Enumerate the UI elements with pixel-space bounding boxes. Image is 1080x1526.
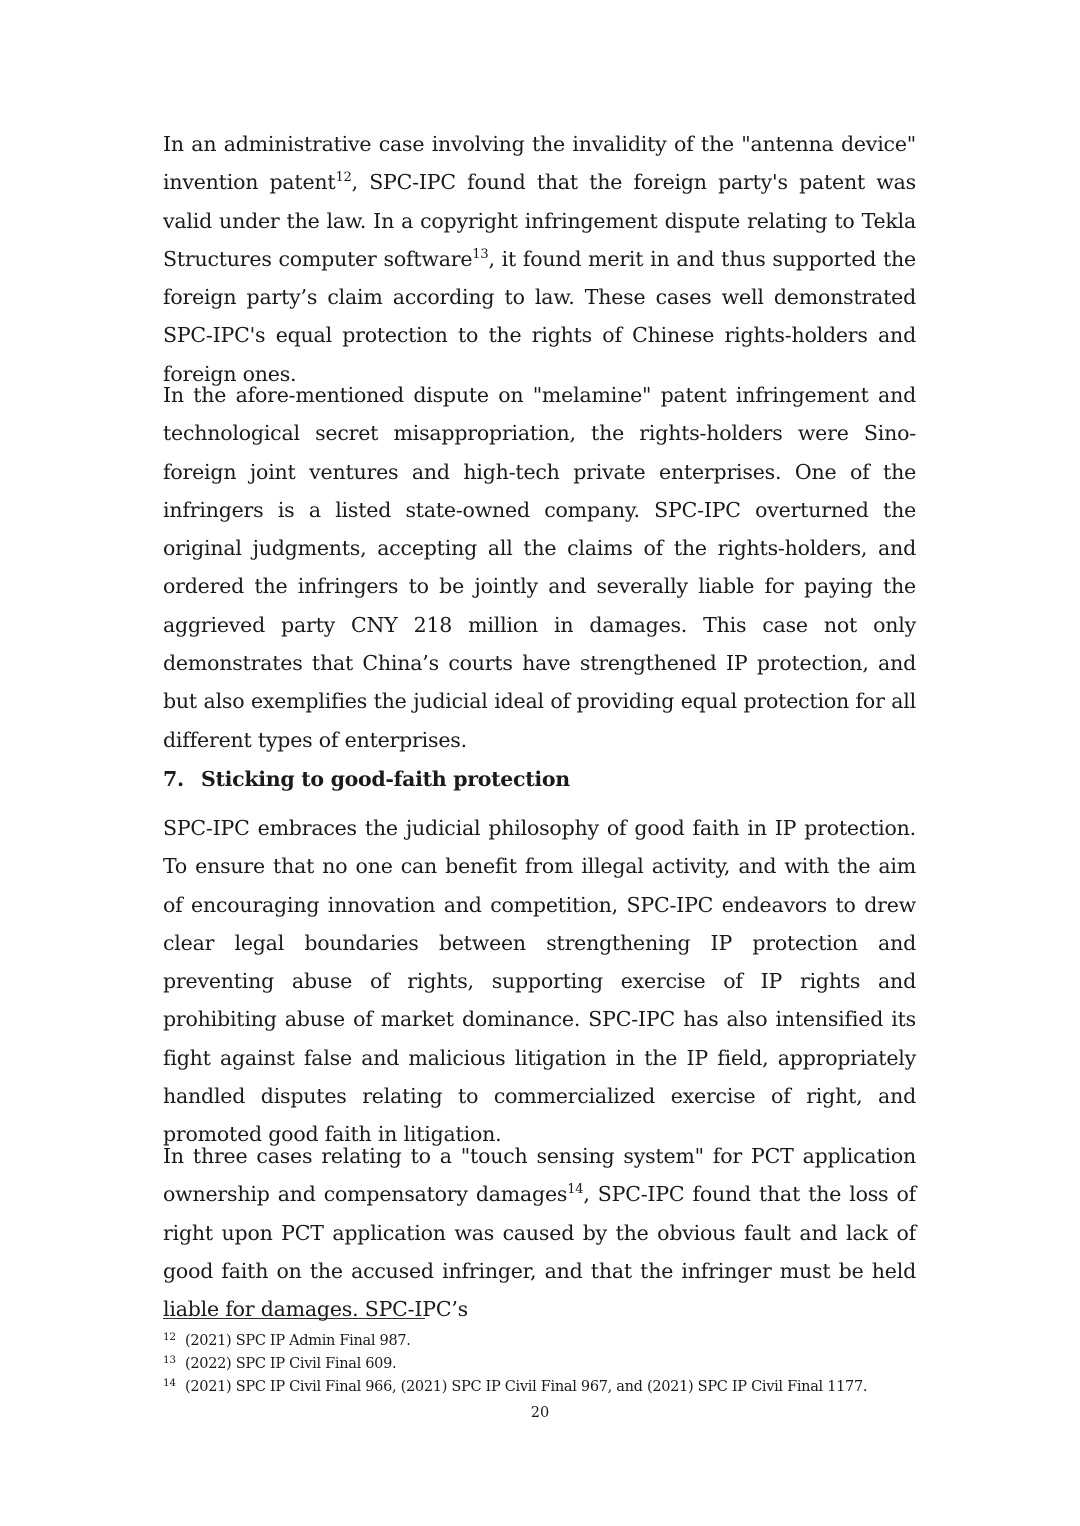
paragraph-segment: , it found merit in and thus supported the foreign party’s claim according to law. These cases well demonstrated SPC-IPC's equal protection to the rights of Chinese rights-holders and foreign ones. xyxy=(163,246,916,386)
paragraph-good-faith xyxy=(163,809,916,1154)
footnote-reference: 12 xyxy=(335,170,352,186)
section-title: Sticking to good-faith protection xyxy=(201,767,570,791)
paragraph-touch-sensing-case xyxy=(163,1137,916,1328)
footnotes xyxy=(163,1330,923,1400)
footnote-reference: 14 xyxy=(567,1182,584,1198)
paragraph-segment: In an administrative case involving the invalidity of the "antenna device" invention patent xyxy=(163,132,916,195)
footnote-text: (2021) SPC IP Admin Final 987. xyxy=(185,1333,411,1349)
section-heading xyxy=(163,762,916,796)
footnote-text: (2022) SPC IP Civil Final 609. xyxy=(185,1356,397,1373)
paragraph-text: In the afore-mentioned dispute on "melamine" patent infringement and technological secret misappropriation, the rights-holders were Sino-foreign joint ventures and high-tech private enterprises. One of the infringers is a listed state-owned company. SPC-IPC overturned the original judgments, accepting all the claims of the rights-holders, and ordered the infringers to be jointly and severally liable for paying the aggrieved party CNY 218 million in damages. This case not only demonstrates that China’s courts have strengthened IP protection, and but also exemplifies the judicial ideal of providing equal protection for all different types of enterprises. xyxy=(163,383,916,752)
footnote-text: (2021) SPC IP Civil Final 966, (2021) SPC IP Civil Final 967, and (2021) SPC IP Civil Final 1177. xyxy=(185,1379,868,1396)
paragraph-text xyxy=(163,125,916,393)
section-number: 7. xyxy=(163,767,184,791)
footnote-divider xyxy=(163,1318,425,1319)
paragraph-segment: In three cases relating to a "touch sensing system" for PCT application ownership and compensatory damages xyxy=(163,1144,916,1207)
footnote-item: 12 (2021) SPC IP Admin Final 987. xyxy=(163,1331,411,1349)
paragraph-segment: , SPC-IPC found that the foreign party's patent was valid under the law. In a copyright infringement dispute relating to Tekla Structures computer software xyxy=(163,170,916,271)
paragraph-text: SPC-IPC embraces the judicial philosophy of good faith in IP protection. To ensure that no one can benefit from illegal activity, and with the aim of encouraging innovation and competition, SPC-IPC endeavors to drew clear legal boundaries between strengthening IP protection and preventing abuse of rights, supporting exercise of IP rights and prohibiting abuse of market dominance. SPC-IPC has also intensified its fight against false and malicious litigation in the IP field, appropriately handled disputes relating to commercialized exercise of right, and promoted good faith in litigation. xyxy=(163,816,916,1147)
paragraph-antenna-case xyxy=(163,125,916,393)
paragraph-text xyxy=(163,1137,916,1328)
footnote-reference: 13 xyxy=(472,246,489,262)
paragraph-segment: , SPC-IPC found that the loss of right upon PCT application was caused by the obvious fault and lack of good faith on the accused infringer, and that the infringer must be held liable for damages. SPC-IPC’s xyxy=(163,1182,916,1322)
footnote-item: 14 (2021) SPC IP Civil Final 966, (2021) SPC IP Civil Final 967, and (2021) SPC IP Civil Final 1177. xyxy=(163,1377,868,1396)
paragraph-melamine-case xyxy=(163,376,916,759)
footnote-item: 13 (2022) SPC IP Civil Final 609. xyxy=(163,1354,397,1373)
page-number: 20 xyxy=(530,1405,550,1421)
